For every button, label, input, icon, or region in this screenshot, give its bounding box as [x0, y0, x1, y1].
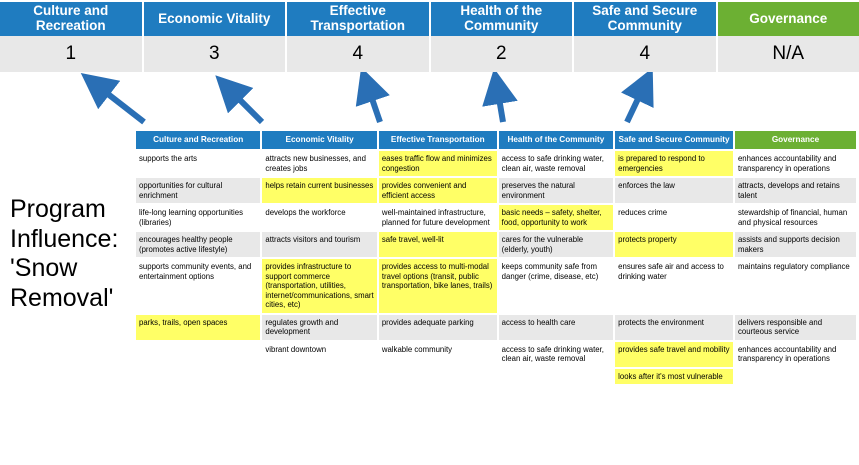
- matrix-cell: parks, trails, open spaces: [136, 314, 261, 341]
- matrix-cell: encourages healthy people (promotes active lifestyle): [136, 231, 261, 258]
- matrix-cell: supports community events, and entertainment options: [136, 258, 261, 314]
- matrix-cell: [261, 368, 377, 386]
- matrix-cell: ensures safe air and access to drinking water: [614, 258, 734, 314]
- score-governance: N/A: [772, 43, 805, 64]
- matrix-header-governance: Governance: [734, 131, 856, 150]
- header-cell-culture-and-recreation: [0, 2, 144, 36]
- score-culture-and-recreation: 1: [0, 36, 144, 72]
- score-row: [0, 36, 859, 72]
- header-label: Effective Transportation: [310, 3, 405, 33]
- table-row: [136, 177, 856, 204]
- matrix-cell: well-maintained infrastructure, planned for future development: [378, 204, 498, 231]
- matrix-header-economic-vitality: Economic Vitality: [261, 131, 377, 150]
- matrix-cell: looks after it's most vulnerable: [614, 368, 734, 386]
- header-label: Governance: [749, 10, 828, 26]
- table-row: [136, 150, 856, 177]
- arrow-safe-and-secure-community: [627, 84, 645, 122]
- header-cell-safe-and-secure-community: [574, 2, 718, 36]
- matrix-header-row: [136, 131, 856, 150]
- table-row: [136, 231, 856, 258]
- matrix-cell: vibrant downtown: [261, 341, 377, 368]
- matrix-cell: safe travel, well-lit: [378, 231, 498, 258]
- matrix-cell: maintains regulatory compliance: [734, 258, 856, 314]
- header-label: Health of the Community: [460, 3, 543, 33]
- matrix-cell: basic needs – safety, shelter, food, opportunity to work: [498, 204, 614, 231]
- header-label: Culture and Recreation: [33, 3, 109, 33]
- matrix-cell: access to health care: [498, 314, 614, 341]
- matrix-cell: provides adequate parking: [378, 314, 498, 341]
- matrix-cell: attracts, develops and retains talent: [734, 177, 856, 204]
- matrix-cell: cares for the vulnerable (elderly, youth): [498, 231, 614, 258]
- table-row: [136, 314, 856, 341]
- matrix-header-culture-and-recreation: Culture and Recreation: [136, 131, 261, 150]
- matrix-cell: develops the workforce: [261, 204, 377, 231]
- matrix-cell: eases traffic flow and minimizes congestion: [378, 150, 498, 177]
- matrix-cell: protects the environment: [614, 314, 734, 341]
- matrix-cell: attracts visitors and tourism: [261, 231, 377, 258]
- score-safe-and-secure-community: 4: [574, 36, 718, 72]
- score-effective-transportation: 4: [287, 36, 431, 72]
- matrix-cell: provides access to multi-modal travel options (transit, public transportation, bike lanes, trails): [378, 258, 498, 314]
- header-cell-governance: [718, 2, 859, 36]
- matrix-header-health-of-the-community: Health of the Community: [498, 131, 614, 150]
- program-influence-matrix: [136, 131, 856, 386]
- arrow-culture-and-recreation: [95, 84, 144, 122]
- program-influence-caption: Program Influence: 'Snow Removal': [10, 195, 119, 312]
- matrix-cell: walkable community: [378, 341, 498, 368]
- matrix-cell: life-long learning opportunities (libraries): [136, 204, 261, 231]
- matrix-cell: helps retain current businesses: [261, 177, 377, 204]
- matrix-cell: enhances accountability and transparency in operations: [734, 341, 856, 368]
- matrix-cell: provides infrastructure to support commerce (transportation, utilities, internet/communications, smart cities, etc): [261, 258, 377, 314]
- header-label: Economic Vitality: [158, 10, 271, 26]
- header-label: Safe and Secure Community: [592, 3, 698, 33]
- matrix-cell: reduces crime: [614, 204, 734, 231]
- score-health-of-the-community: 2: [431, 36, 575, 72]
- header-cell-effective-transportation: [287, 2, 431, 36]
- matrix-cell: enforces the law: [614, 177, 734, 204]
- arrow-layer: [0, 72, 859, 134]
- table-row: [136, 258, 856, 314]
- matrix-cell: provides convenient and efficient access: [378, 177, 498, 204]
- matrix-cell: opportunities for cultural enrichment: [136, 177, 261, 204]
- header-cell-health-of-the-community: [431, 2, 575, 36]
- score-economic-vitality: 3: [144, 36, 288, 72]
- matrix-cell: stewardship of financial, human and physical resources: [734, 204, 856, 231]
- strategic-priorities-header: [0, 2, 859, 36]
- matrix-header-effective-transportation: Effective Transportation: [378, 131, 498, 150]
- table-row: [136, 368, 856, 386]
- matrix-cell: [498, 368, 614, 386]
- matrix-cell: [378, 368, 498, 386]
- matrix-cell: supports the arts: [136, 150, 261, 177]
- matrix-cell: access to safe drinking water, clean air, waste removal: [498, 150, 614, 177]
- matrix-cell: enhances accountability and transparency in operations: [734, 150, 856, 177]
- matrix-cell: preserves the natural environment: [498, 177, 614, 204]
- matrix-cell: assists and supports decision makers: [734, 231, 856, 258]
- matrix-cell: access to safe drinking water, clean air, waste removal: [498, 341, 614, 368]
- matrix-cell: keeps community safe from danger (crime, disease, etc): [498, 258, 614, 314]
- table-row: [136, 341, 856, 368]
- matrix-cell: provides safe travel and mobility: [614, 341, 734, 368]
- arrow-health-of-the-community: [497, 86, 503, 122]
- matrix-header-safe-and-secure-community: Safe and Secure Community: [614, 131, 734, 150]
- matrix-cell: [734, 368, 856, 386]
- table-row: [136, 204, 856, 231]
- matrix-cell: is prepared to respond to emergencies: [614, 150, 734, 177]
- matrix-cell: protects property: [614, 231, 734, 258]
- matrix-cell: delivers responsible and courteous service: [734, 314, 856, 341]
- matrix-cell: [136, 341, 261, 368]
- matrix-cell: regulates growth and development: [261, 314, 377, 341]
- arrow-economic-vitality: [228, 88, 262, 122]
- matrix-cell: [136, 368, 261, 386]
- header-cell-economic-vitality: [144, 2, 288, 36]
- matrix-cell: attracts new businesses, and creates jobs: [261, 150, 377, 177]
- arrow-effective-transportation: [367, 84, 380, 122]
